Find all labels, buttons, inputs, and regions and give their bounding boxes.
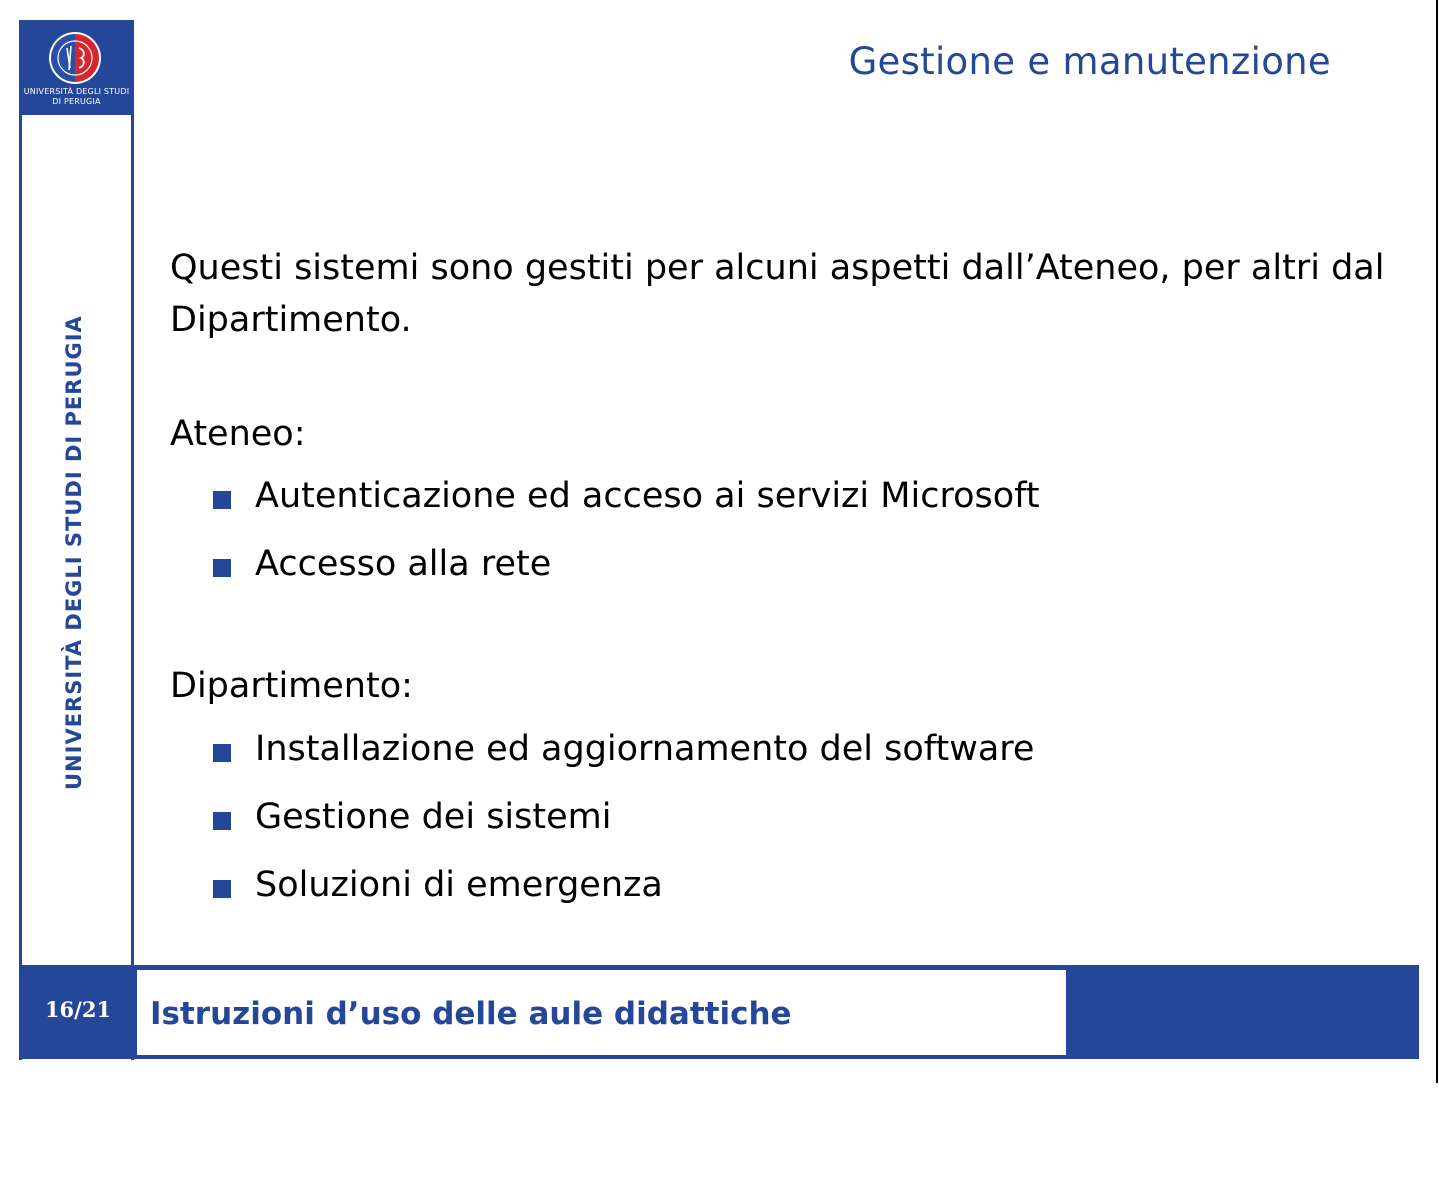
section-heading-ateneo: Ateneo: — [170, 414, 306, 454]
sidebar-vertical-title: UNIVERSITÀ DEGLI STUDI DI PERUGIA — [62, 315, 86, 790]
university-name-small — [22, 87, 131, 107]
square-bullet-icon — [213, 812, 231, 830]
page-edge-rule — [1436, 0, 1438, 1083]
university-seal-icon — [47, 30, 103, 86]
list-item — [213, 851, 1034, 919]
square-bullet-icon — [213, 744, 231, 762]
list-item — [213, 715, 1034, 783]
square-bullet-icon — [213, 880, 231, 898]
university-name-line1: UNIVERSITÀ DEGLI STUDI — [23, 87, 130, 96]
university-name-line2: DI PERUGIA — [52, 97, 101, 106]
square-bullet-icon — [213, 559, 231, 577]
list-item-text: Gestione dei sistemi — [255, 797, 612, 837]
list-item-text: Accesso alla rete — [255, 544, 552, 584]
section-heading-dipartimento: Dipartimento: — [170, 666, 413, 706]
footer-presentation-title: Istruzioni d’uso delle aule didattiche — [150, 996, 792, 1032]
ateneo-list — [213, 462, 1040, 598]
intro-paragraph: Questi sistemi sono gestiti per alcuni aspetti dall’Ateneo, per altri dal Dipartimento. — [170, 248, 1385, 340]
list-item-text: Installazione ed aggiornamento del software — [255, 729, 1035, 769]
slide-title: Gestione e manutenzione — [848, 40, 1331, 83]
list-item-text: Autenticazione ed acceso ai servizi Microsoft — [255, 476, 1040, 516]
list-item-text: Soluzioni di emergenza — [255, 865, 663, 905]
dipartimento-list — [213, 715, 1034, 919]
page-number: 16/21 — [44, 997, 112, 1022]
slide-body — [170, 242, 1425, 346]
list-item — [213, 783, 1034, 851]
square-bullet-icon — [213, 491, 231, 509]
list-item — [213, 462, 1040, 530]
list-item — [213, 530, 1040, 598]
